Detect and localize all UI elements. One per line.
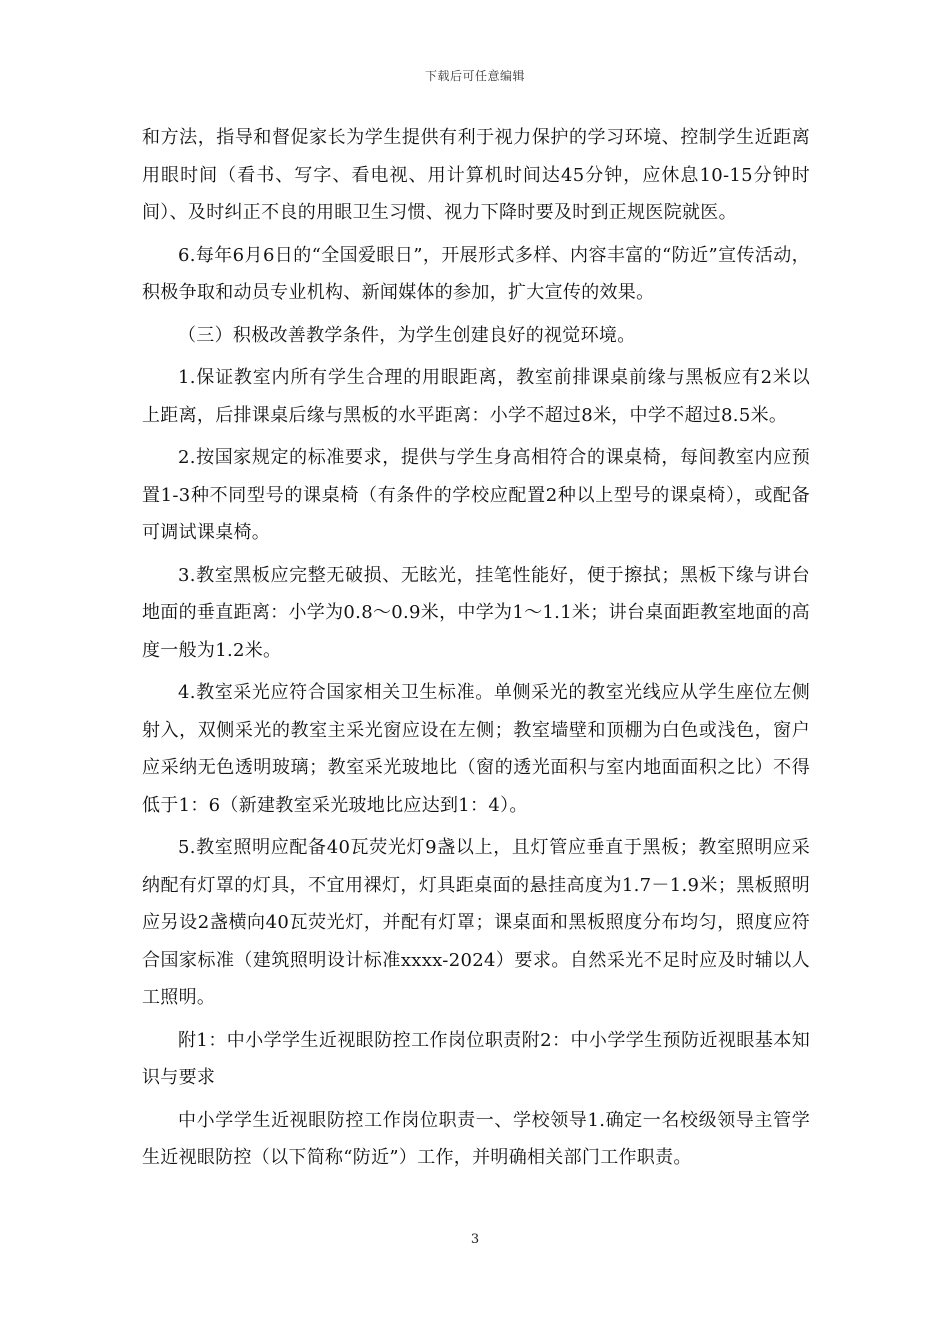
paragraph-item-1: 1.保证教室内所有学生合理的用眼距离，教室前排课桌前缘与黑板应有2米以上距离，后排课桌后缘与黑板的水平距离：小学不超过8米，中学不超过8.5米。 [142, 367, 810, 426]
paragraph-item-4: 4.教室采光应符合国家相关卫生标准。单侧采光的教室光线应从学生座位左侧射入，双侧采光的教室主采光窗应设在左侧；教室墙壁和顶棚为白色或浅色，窗户应采纳无色透明玻璃；教室采光玻地比（窗的透光面积与室内地面面积之比）不得低于1：6（新建教室采光玻地比应达到1：4）。 [142, 682, 810, 816]
document-body [142, 119, 810, 1182]
paragraph-eye-day: 6.每年6月6日的“全国爱眼日”，开展形式多样、内容丰富的“防近”宣传活动，积极争取和动员专业机构、新闻媒体的参加，扩大宣传的效果。 [142, 244, 810, 303]
page-header-note: 下载后可任意编辑 [424, 69, 525, 83]
page-number: 3 [470, 1232, 480, 1247]
paragraph-item-3: 3.教室黑板应完整无破损、无眩光，挂笔性能好，便于擦拭；黑板下缘与讲台地面的垂直距离：小学为0.8～0.9米，中学为1～1.1米；讲台桌面距教室地面的高度一般为1.2米。 [142, 564, 810, 661]
section-heading-3: （三）积极改善教学条件，为学生创建良好的视觉环境。 [178, 324, 636, 346]
paragraph-continuation: 和方法，指导和督促家长为学生提供有利于视力保护的学习环境、控制学生近距离用眼时间（看书、写字、看电视、用计算机时间达45分钟，应休息10-15分钟时间）、及时纠正不良的用眼卫生习惯、视力下降时要及时到正规医院就医。 [142, 127, 810, 223]
paragraph-item-2: 2.按国家规定的标准要求，提供与学生身高相符合的课桌椅，每间教室内应预置1-3种不同型号的课桌椅（有条件的学校应配置2种以上型号的课桌椅），或配备可调试课桌椅。 [142, 447, 810, 543]
paragraph-appendix: 附1：中小学学生近视眼防控工作岗位职责附2：中小学学生预防近视眼基本知识与要求 [142, 1029, 810, 1088]
paragraph-duties: 中小学学生近视眼防控工作岗位职责一、学校领导1.确定一名校级领导主管学生近视眼防控（以下简称“防近”）工作，并明确相关部门工作职责。 [142, 1109, 810, 1168]
paragraph-item-5: 5.教室照明应配备40瓦荧光灯9盏以上，且灯管应垂直于黑板；教室照明应采纳配有灯罩的灯具，不宜用裸灯，灯具距桌面的悬挂高度为1.7－1.9米；黑板照明应另设2盏横向40瓦荧光灯，并配有灯罩；课桌面和黑板照度分布均匀，照度应符合国家标准（建筑照明设计标准xxxx-2024）要求。自然采光不足时应及时辅以人工照明。 [142, 837, 810, 1008]
